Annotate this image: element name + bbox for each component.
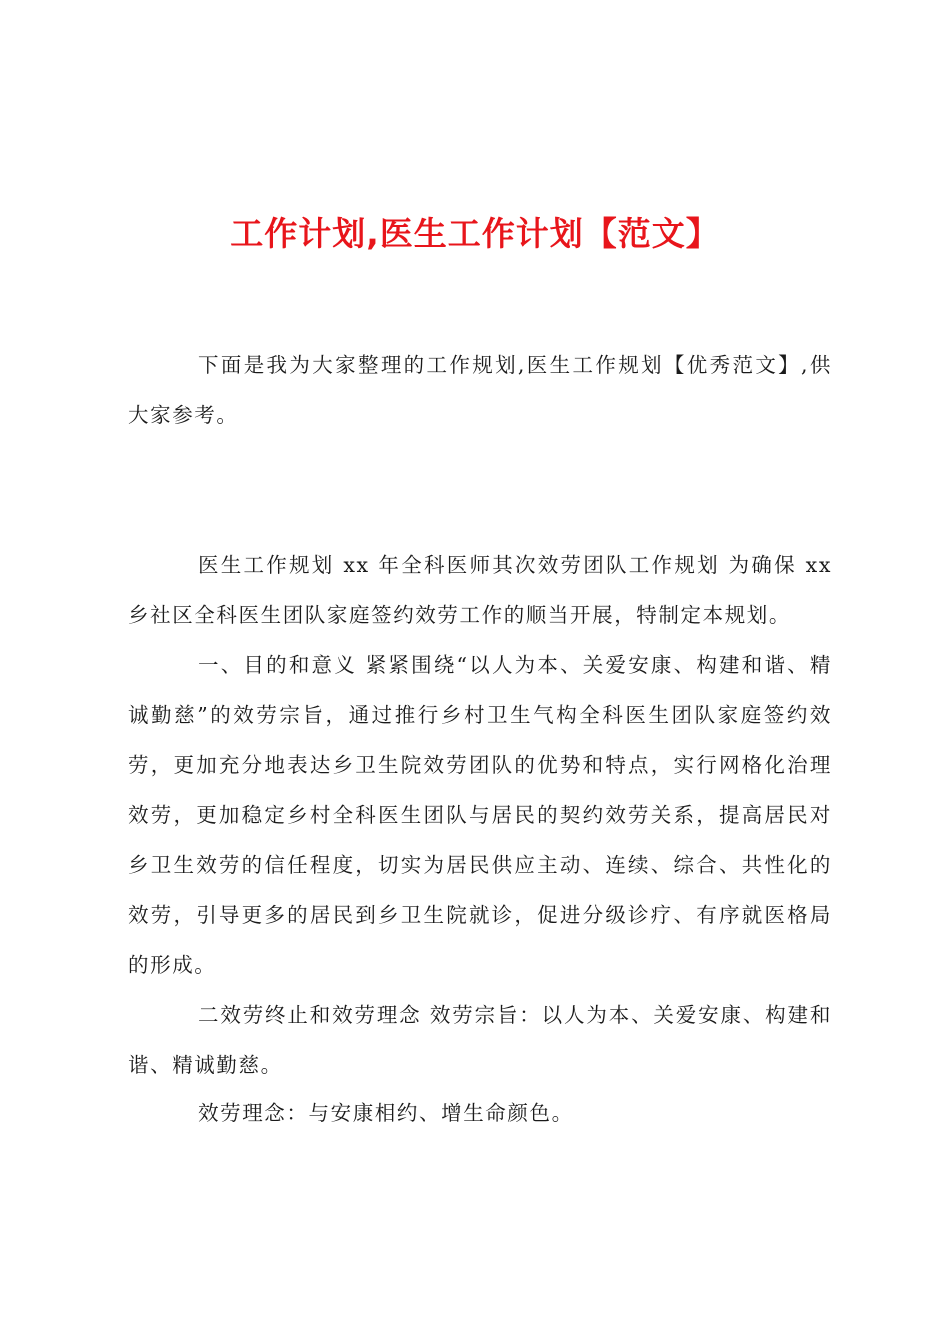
body-paragraph-3: 二效劳终止和效劳理念 效劳宗旨：以人为本、关爱安康、构建和谐、精诚勤慈。 bbox=[128, 1003, 832, 1077]
body-paragraph-2: 一、目的和意义 紧紧围绕“以人为本、关爱安康、构建和谐、精诚勤慈”的效劳宗旨，通过推行乡村卫生气构全科医生团队家庭签约效劳，更加充分地表达乡卫生院效劳团队的优势和特点，实行网格化治理效劳，更加稳定乡村全科医生团队与居民的契约效劳关系，提高居民对乡卫生效劳的信任程度，切实为居民供应主动、连续、综合、共性化的效劳，引导更多的居民到乡卫生院就诊，促进分级诊疗、有序就医格局的形成。 bbox=[128, 653, 832, 977]
document-title: 工作计划,医生工作计划【范文】 bbox=[230, 214, 720, 253]
intro-paragraph: 下面是我为大家整理的工作规划,医生工作规划【优秀范文】,供大家参考。 bbox=[128, 353, 832, 427]
body-paragraph-4: 效劳理念：与安康相约、增生命颜色。 bbox=[198, 1101, 574, 1125]
body-paragraph-1: 医生工作规划 xx 年全科医师其次效劳团队工作规划 为确保 xx 乡社区全科医生团队家庭签约效劳工作的顺当开展，特制定本规划。 bbox=[128, 553, 832, 627]
